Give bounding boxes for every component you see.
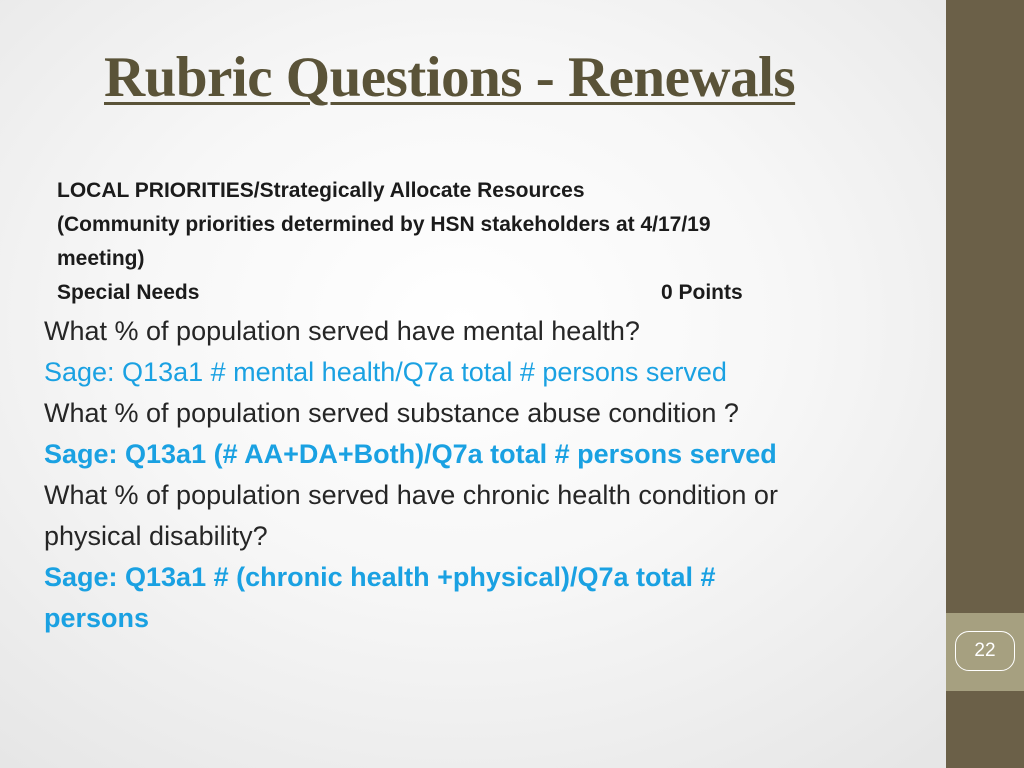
question-chronic-health-line-2: physical disability? [44,521,268,551]
page-number-badge [946,613,1024,691]
question-list [44,311,934,639]
header-line-2: (Community priorities determined by HSN stakeholders at 4/17/19 [57,213,711,236]
question-substance-abuse: What % of population served substance abuse condition ? [44,398,739,428]
page-number-frame [955,631,1015,671]
sage-chronic-health-line-2: persons [44,603,150,633]
sage-substance-abuse: Sage: Q13a1 (# AA+DA+Both)/Q7a total # persons served [44,439,777,469]
page-number: 22 [974,640,996,661]
question-mental-health: What % of population served have mental health? [44,316,640,346]
special-needs-label: Special Needs [57,281,200,304]
question-chronic-health-line-1: What % of population served have chronic health condition or [44,480,778,510]
criteria-header [57,174,857,310]
sage-mental-health: Sage: Q13a1 # mental health/Q7a total # persons served [44,357,727,387]
slide-title: Rubric Questions - Renewals [104,46,796,109]
header-line-1: LOCAL PRIORITIES/Strategically Allocate Resources [57,179,585,202]
special-needs-row [57,276,857,310]
sage-chronic-health-line-1: Sage: Q13a1 # (chronic health +physical)/Q7a total # [44,562,716,592]
header-line-3: meeting) [57,247,145,270]
points-value: 0 Points [661,281,743,304]
